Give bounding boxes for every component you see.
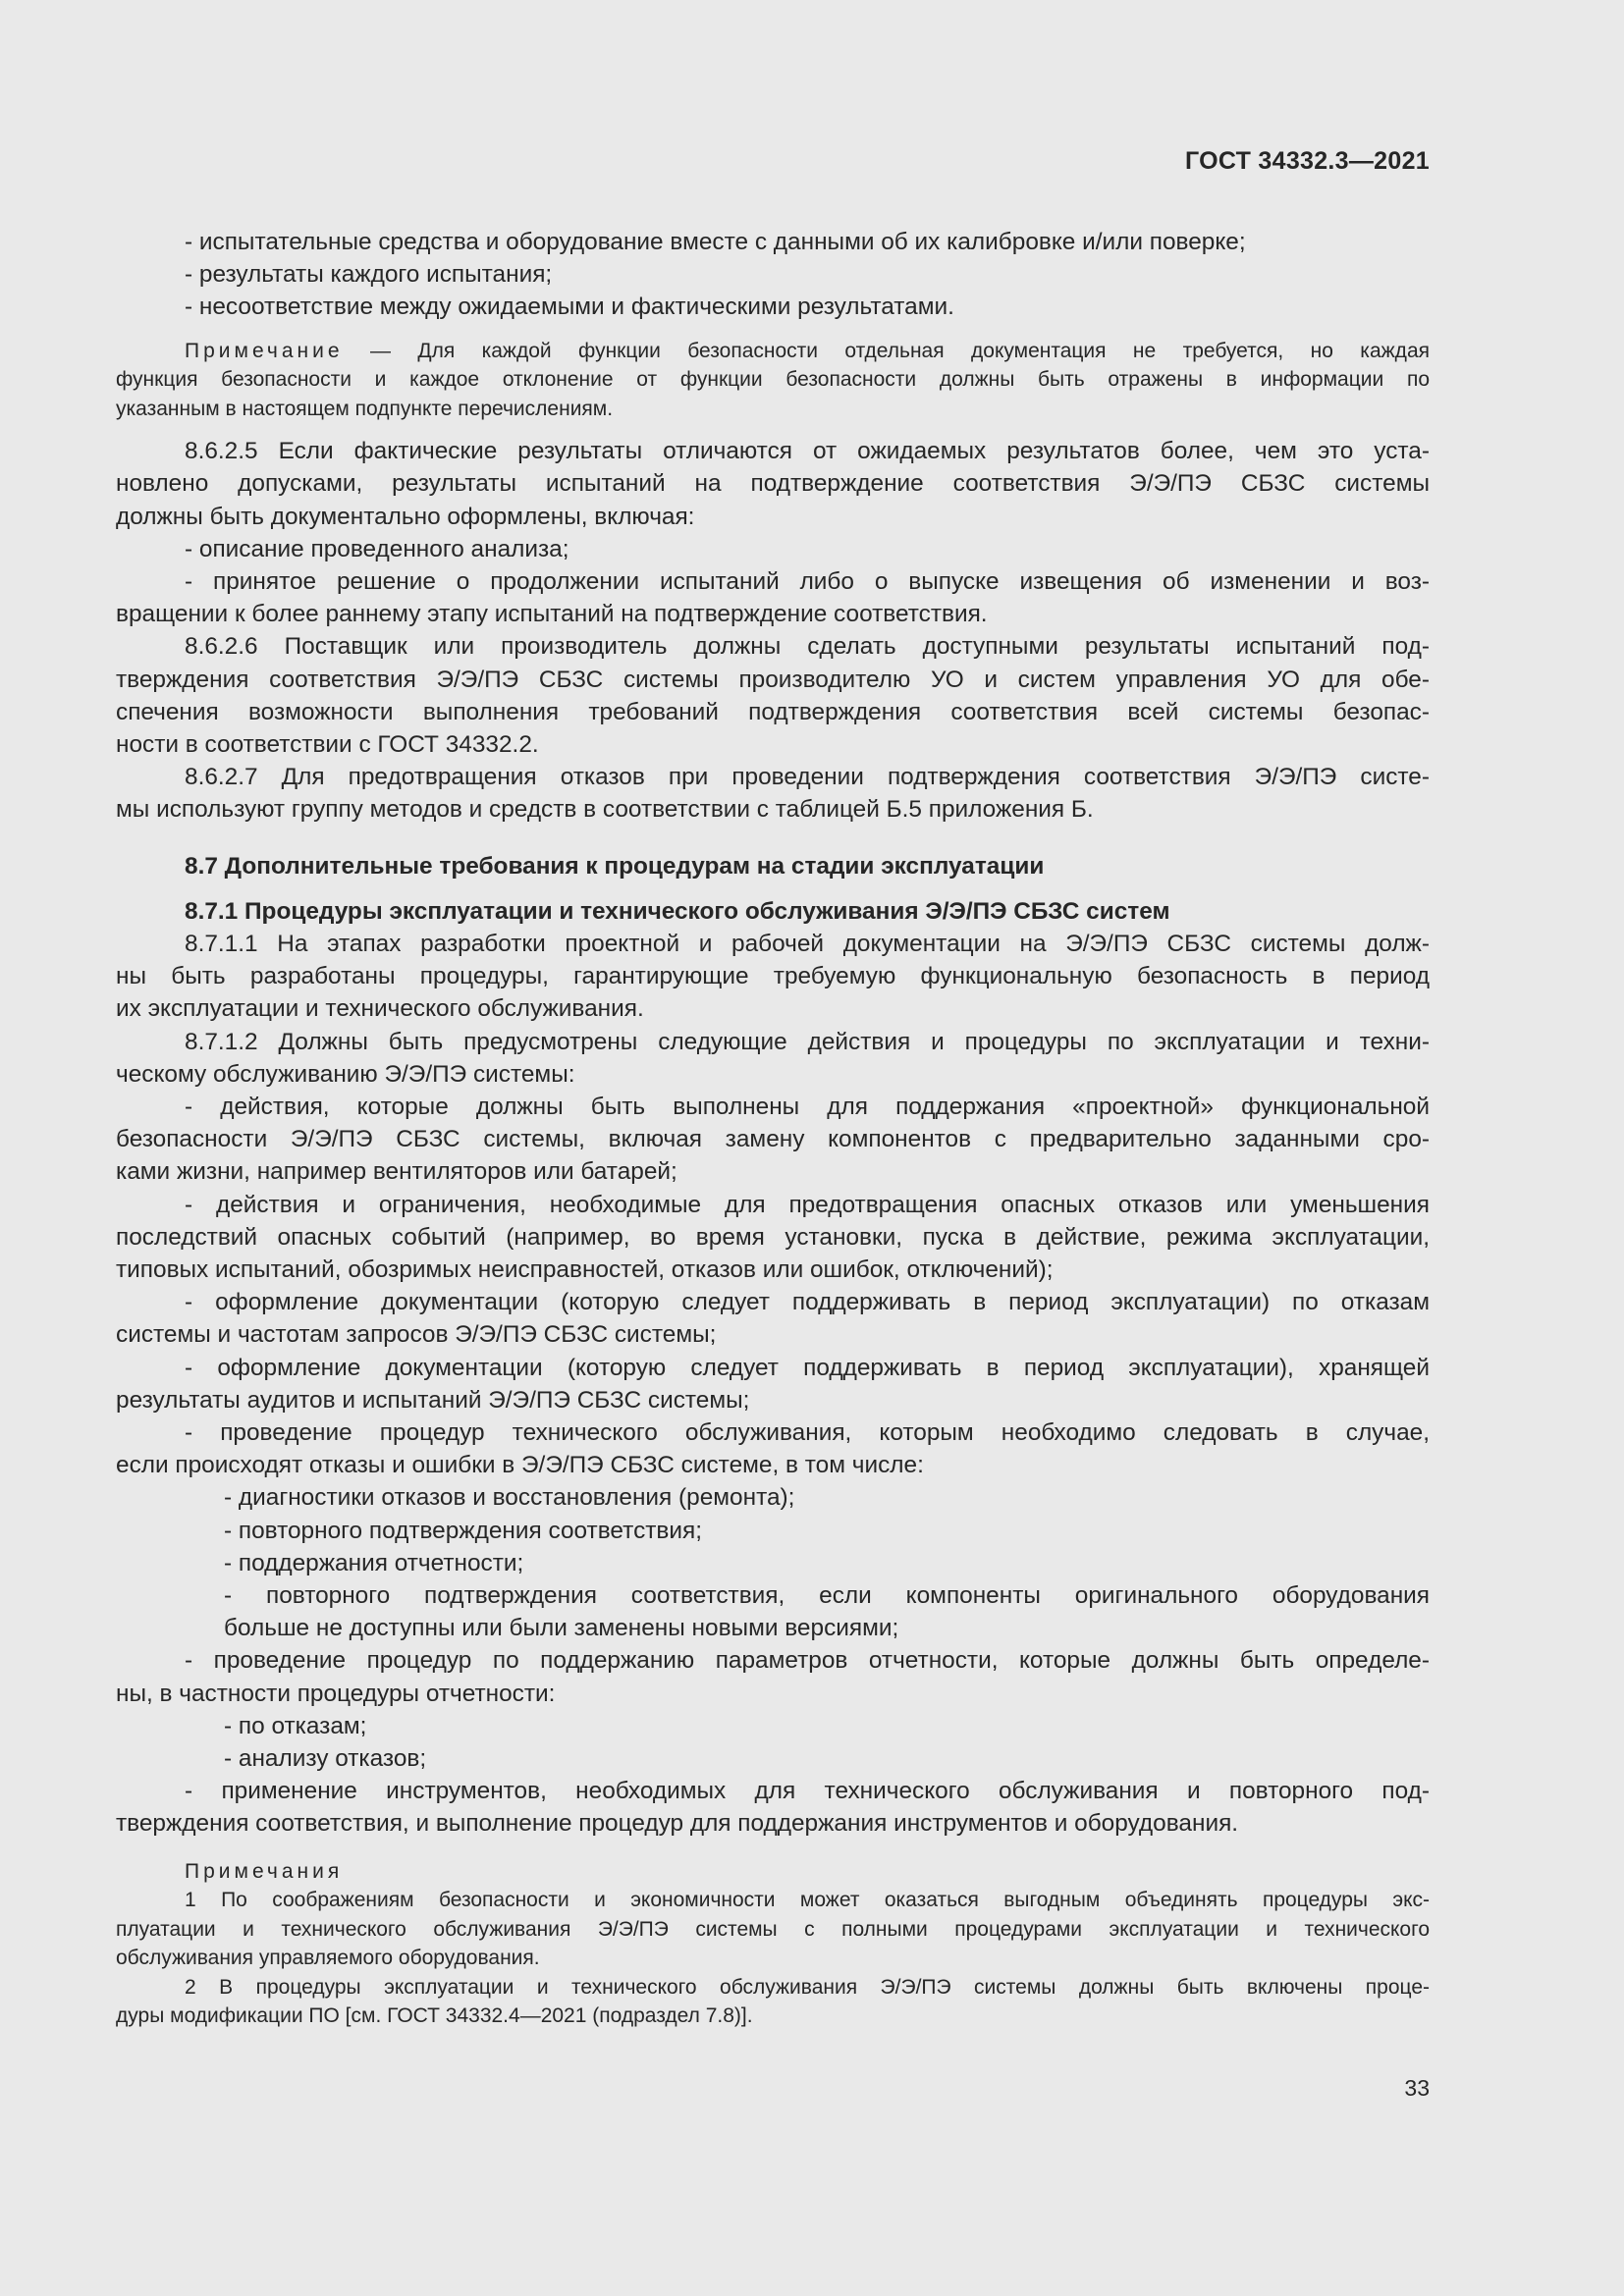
sub-list-item: - по отказам; xyxy=(224,1712,367,1739)
text-line: 8.6.2.5 Если фактические результаты отличаются от ожидаемых результатов более, чем это уста- xyxy=(185,438,1430,465)
text-line: ности в соответствии с ГОСТ 34332.2. xyxy=(116,730,539,758)
text-line: - принятое решение о продолжении испытаний либо о выпуске извещения об изменении и воз- xyxy=(185,567,1430,595)
note-line: функция безопасности и каждое отклонение от функции безопасности должны быть отражены в информации по xyxy=(116,368,1430,392)
text-line: результаты аудитов и испытаний Э/Э/ПЭ СБЗС системы; xyxy=(116,1386,750,1414)
subsection-heading: 8.7.1 Процедуры эксплуатации и технического обслуживания Э/Э/ПЭ СБЗС систем xyxy=(185,897,1170,925)
text-line: ны быть разработаны процедуры, гарантирующие требуемую функциональную безопасность в период xyxy=(116,963,1430,990)
page-body xyxy=(116,226,1430,2031)
note-line: 1 По соображениям безопасности и экономичности может оказаться выгодным объединять процедуры экс- xyxy=(185,1889,1430,1912)
text-line: - результаты каждого испытания; xyxy=(185,261,553,289)
text-line: - действия, которые должны быть выполнены для поддержания «проектной» функциональной xyxy=(185,1093,1430,1120)
sub-list-item: - анализу отказов; xyxy=(224,1745,427,1773)
note-line: дуры модификации ПО [см. ГОСТ 34332.4—2021 (подраздел 7.8)]. xyxy=(116,2004,753,2028)
text-line: - испытательные средства и оборудование вместе с данными об их калибровке и/или поверке; xyxy=(185,229,1246,255)
text-line: тверждения соответствия, и выполнение процедур для поддержания инструментов и оборудования. xyxy=(116,1810,1239,1838)
text-line: спечения возможности выполнения требований подтверждения соответствия всей системы безопас- xyxy=(116,698,1430,725)
text-line: вращении к более раннему этапу испытаний на подтверждение соответствия. xyxy=(116,601,988,628)
sub-list-item: - диагностики отказов и восстановления (ремонта); xyxy=(224,1484,795,1512)
text-line: ны, в частности процедуры отчетности: xyxy=(116,1680,556,1707)
note-label: Примечание xyxy=(185,339,344,362)
text-line: - действия и ограничения, необходимые для предотвращения опасных отказов или уменьшения xyxy=(185,1191,1430,1218)
note-line xyxy=(116,337,1430,366)
text-line: системы и частотам запросов Э/Э/ПЭ СБЗС системы; xyxy=(116,1321,717,1349)
sub-list-item: больше не доступны или были заменены новыми версиями; xyxy=(224,1615,899,1642)
text-line: 8.6.2.6 Поставщик или производитель должны сделать доступными результаты испытаний под- xyxy=(185,633,1430,661)
text-line: - оформление документации (которую следует поддерживать в период эксплуатации) по отказам xyxy=(185,1289,1430,1316)
text-line: ческому обслуживанию Э/Э/ПЭ системы: xyxy=(116,1060,575,1088)
document-header: ГОСТ 34332.3—2021 xyxy=(1184,147,1430,175)
text-line: должны быть документально оформлены, включая: xyxy=(116,503,695,530)
text-line: их эксплуатации и технического обслуживания. xyxy=(116,995,644,1023)
text-line: безопасности Э/Э/ПЭ СБЗС системы, включая замену компонентов с предварительно заданными сро- xyxy=(116,1126,1430,1153)
sub-list-item: - повторного подтверждения соответствия; xyxy=(224,1517,703,1544)
sub-list-item: - повторного подтверждения соответствия, если компоненты оригинального оборудования xyxy=(224,1582,1430,1610)
notes-label: Примечания xyxy=(185,1859,344,1883)
text-line: мы используют группу методов и средств в соответствии с таблицей Б.5 приложения Б. xyxy=(116,796,1094,824)
text-line: - проведение процедур по поддержанию параметров отчетности, которые должны быть определе- xyxy=(185,1647,1430,1675)
text-line: тверждения соответствия Э/Э/ПЭ СБЗС системы производителю УО и систем управления УО для обе- xyxy=(116,666,1430,693)
text-line: - применение инструментов, необходимых для технического обслуживания и повторного под- xyxy=(185,1778,1430,1805)
text-line: ками жизни, например вентиляторов или батарей; xyxy=(116,1158,677,1186)
sub-list-item: - поддержания отчетности; xyxy=(224,1549,524,1576)
text-line: - оформление документации (которую следует поддерживать в период эксплуатации), хранящей xyxy=(185,1354,1430,1381)
text-line: 8.7.1.1 На этапах разработки проектной и рабочей документации на Э/Э/ПЭ СБЗС системы долж- xyxy=(185,930,1430,957)
text-line: - описание проведенного анализа; xyxy=(185,535,569,562)
note-line: указанным в настоящем подпункте перечислениям. xyxy=(116,397,614,420)
section-heading: 8.7 Дополнительные требования к процедурам на стадии эксплуатации xyxy=(185,852,1045,880)
text-line: если происходят отказы и ошибки в Э/Э/ПЭ СБЗС системе, в том числе: xyxy=(116,1452,924,1479)
note-line: плуатации и технического обслуживания Э/Э/ПЭ системы с полными процедурами эксплуатации и технического xyxy=(116,1917,1430,1941)
note-line: обслуживания управляемого оборудования. xyxy=(116,1947,540,1970)
text-line: последствий опасных событий (например, во время установки, пуска в действие, режима эксплуатации, xyxy=(116,1223,1430,1251)
note-text: — Для каждой функции безопасности отдельная документация не требуется, но каждая xyxy=(343,339,1430,362)
text-line: типовых испытаний, обозримых неисправностей, отказов или ошибок, отключений); xyxy=(116,1255,1054,1283)
text-line: - проведение процедур технического обслуживания, которым необходимо следовать в случае, xyxy=(185,1419,1430,1446)
page-number: 33 xyxy=(1404,2075,1430,2101)
text-line: 8.6.2.7 Для предотвращения отказов при проведении подтверждения соответствия Э/Э/ПЭ систе- xyxy=(185,764,1430,791)
text-line: - несоответствие между ожидаемыми и фактическими результатами. xyxy=(185,294,954,321)
note-line: 2 В процедуры эксплуатации и технического обслуживания Э/Э/ПЭ системы должны быть включены проце- xyxy=(185,1975,1430,1999)
text-line: новлено допусками, результаты испытаний на подтверждение соответствия Э/Э/ПЭ СБЗС системы xyxy=(116,470,1430,498)
text-line: 8.7.1.2 Должны быть предусмотрены следующие действия и процедуры по эксплуатации и техни- xyxy=(185,1028,1430,1055)
